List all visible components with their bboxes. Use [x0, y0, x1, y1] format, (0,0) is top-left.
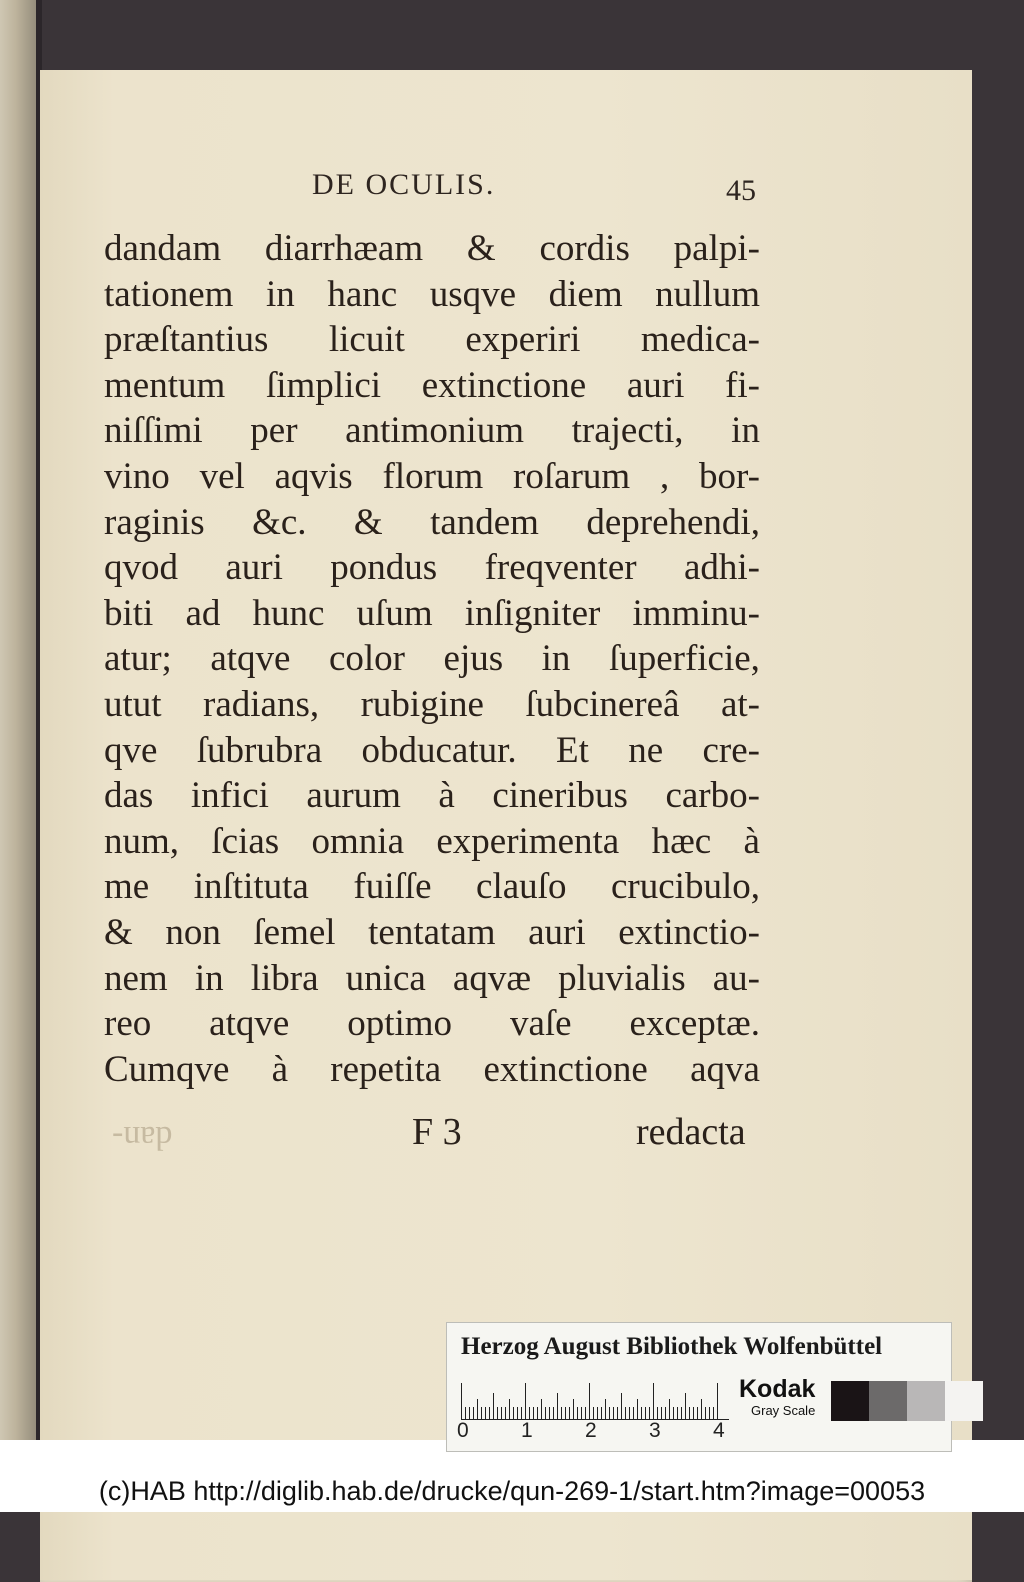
ruler-tick: [665, 1407, 666, 1419]
word: reo: [104, 1003, 152, 1045]
signature-mark: F 3: [412, 1111, 462, 1153]
word: antimonium: [345, 410, 524, 452]
ruler-labels: [457, 1419, 761, 1445]
ruler-tick: [629, 1407, 630, 1419]
word: hunc: [252, 592, 325, 634]
word: auri: [528, 911, 586, 953]
ruler-tick: [657, 1407, 658, 1419]
ruler-tick: [541, 1399, 542, 1419]
word: freqventer: [484, 547, 637, 589]
word: vaſe: [509, 1003, 572, 1045]
ruler-tick: [701, 1399, 702, 1419]
ruler-label: 0: [457, 1419, 469, 1442]
ruler-tick: [533, 1407, 534, 1419]
word: ſuperficie,: [608, 638, 760, 680]
text-line: [104, 363, 760, 409]
word: usqve: [429, 273, 517, 315]
word: niſſimi: [104, 410, 203, 452]
ruler-tick: [461, 1383, 462, 1419]
ruler-tick: [677, 1407, 678, 1419]
ruler-tick: [529, 1407, 530, 1419]
word: florum: [382, 455, 484, 497]
text-line: [104, 956, 760, 1002]
ruler-tick: [641, 1407, 642, 1419]
word: atur;: [104, 638, 172, 680]
ruler-tick: [653, 1383, 654, 1419]
ruler-tick: [509, 1399, 510, 1419]
text-line: [104, 454, 760, 500]
gray-patch: [907, 1381, 945, 1421]
word: mentum: [104, 364, 226, 406]
text-line: [104, 408, 760, 454]
word: extinctione: [421, 364, 587, 406]
word: Et: [555, 729, 589, 771]
word: hæc: [651, 820, 712, 862]
ruler-tick: [561, 1407, 562, 1419]
word: Cumqve: [104, 1048, 230, 1090]
word: infici: [190, 775, 269, 817]
word: num,: [104, 820, 180, 862]
word: medica-: [640, 319, 760, 361]
gray-patch: [945, 1381, 983, 1421]
word: at-: [720, 683, 760, 725]
text-line: [104, 1001, 760, 1047]
text-line: [104, 773, 760, 819]
ruler-tick: [633, 1407, 634, 1419]
word: ſubcinereâ: [525, 683, 680, 725]
word: pondus: [330, 547, 438, 589]
word: aqvæ: [452, 957, 532, 999]
text-line: [104, 545, 760, 591]
word: vino: [104, 455, 170, 497]
ruler-tick: [497, 1407, 498, 1419]
word: palpi-: [673, 228, 760, 269]
word: atqve: [209, 1003, 290, 1045]
kodak-logo: Kodak: [739, 1375, 816, 1403]
ruler-label: 4: [713, 1419, 725, 1442]
word: præſtantius: [104, 319, 269, 361]
word: tationem: [104, 273, 234, 315]
word: cordis: [539, 228, 630, 269]
word: ſemel: [253, 911, 336, 953]
ruler-tick: [569, 1407, 570, 1419]
ruler-tick: [597, 1407, 598, 1419]
word: in: [541, 638, 571, 680]
word: in: [194, 957, 224, 999]
ruler-tick: [573, 1399, 574, 1419]
ruler-tick: [465, 1407, 466, 1419]
word: raginis: [104, 501, 205, 543]
word: tandem: [430, 501, 539, 543]
word: au-: [712, 957, 760, 999]
ruler-tick: [589, 1383, 590, 1419]
ruler-tick: [621, 1393, 622, 1419]
word: repetita: [330, 1048, 442, 1090]
word: à: [271, 1048, 289, 1090]
library-color-card: [446, 1322, 952, 1452]
word: &: [466, 228, 496, 269]
catchword: redacta: [636, 1111, 746, 1153]
ruler-tick: [537, 1407, 538, 1419]
running-head: DE OCULIS.: [312, 168, 496, 201]
ruler-tick: [513, 1407, 514, 1419]
word: imminu-: [632, 592, 760, 634]
word: qvod: [104, 547, 178, 589]
ruler-tick: [525, 1383, 526, 1419]
gray-patch: [831, 1381, 869, 1421]
text-line: [104, 819, 760, 865]
word: nullum: [655, 273, 760, 315]
word: &: [104, 911, 133, 953]
word: utut: [104, 683, 162, 725]
ruler-tick: [581, 1407, 582, 1419]
ruler-label: 2: [585, 1419, 597, 1442]
book-spine: [0, 0, 40, 1440]
ruler-tick: [685, 1393, 686, 1419]
word: unica: [345, 957, 426, 999]
word: aurum: [306, 775, 401, 817]
text-line: [104, 272, 760, 318]
word: hanc: [327, 273, 398, 315]
ruler-tick: [577, 1407, 578, 1419]
word: cineribus: [492, 775, 628, 817]
word: rubigine: [360, 683, 484, 725]
word: nem: [104, 957, 168, 999]
word: ,: [659, 455, 670, 497]
word: in: [266, 273, 295, 315]
ruler-tick: [585, 1407, 586, 1419]
word: bor-: [699, 455, 760, 497]
library-name: Herzog August Bibliothek Wolfenbüttel: [461, 1333, 883, 1360]
word: dandam: [104, 228, 222, 269]
ruler-tick: [617, 1407, 618, 1419]
word: auri: [626, 364, 685, 406]
body-text: [104, 226, 760, 1092]
word: ejus: [443, 638, 504, 680]
word: omnia: [311, 820, 405, 862]
word: ſimplici: [265, 364, 382, 406]
word: tentatam: [368, 911, 496, 953]
ruler-tick: [669, 1399, 670, 1419]
text-line: [104, 682, 760, 728]
scale-ruler: [461, 1379, 729, 1420]
word: extinctione: [483, 1048, 648, 1090]
word: pluvialis: [558, 957, 686, 999]
word: diem: [548, 273, 623, 315]
text-line: [104, 910, 760, 956]
word: biti: [104, 592, 154, 634]
ruler-tick: [553, 1407, 554, 1419]
source-url: (c)HAB http://diglib.hab.de/drucke/qun-269-1/start.htm?image=00053: [98, 1476, 926, 1506]
ruler-tick: [713, 1407, 714, 1419]
word: ne: [628, 729, 664, 771]
text-line: [104, 226, 760, 272]
ruler-tick: [489, 1407, 490, 1419]
word: clauſo: [476, 866, 567, 908]
ruler-tick: [697, 1407, 698, 1419]
text-line: [104, 500, 760, 546]
word: aqvis: [274, 455, 353, 497]
word: deprehendi,: [586, 501, 760, 543]
word: &c.: [252, 501, 307, 543]
ruler-tick: [501, 1407, 502, 1419]
word: cre-: [702, 729, 760, 771]
gray-patch: [869, 1381, 907, 1421]
text-line: [104, 317, 760, 363]
ruler-tick: [625, 1407, 626, 1419]
word: extinctio-: [618, 911, 760, 953]
word: ſubrubra: [196, 729, 323, 771]
word: exceptæ.: [629, 1003, 760, 1045]
word: à: [438, 775, 455, 817]
word: fi-: [725, 364, 760, 406]
ruler-tick: [689, 1407, 690, 1419]
ruler-tick: [605, 1399, 606, 1419]
word: obducatur.: [361, 729, 517, 771]
ruler-tick: [549, 1407, 550, 1419]
text-line: [104, 728, 760, 774]
ruler-tick: [557, 1393, 558, 1419]
ruler-tick: [517, 1407, 518, 1419]
word: das: [104, 775, 154, 817]
page-number: 45: [726, 174, 756, 207]
ruler-tick: [613, 1407, 614, 1419]
word: fuiſſe: [353, 866, 432, 908]
ruler-tick: [649, 1407, 650, 1419]
ruler-tick: [717, 1383, 718, 1419]
word: carbo-: [665, 775, 760, 817]
word: aqva: [690, 1048, 760, 1090]
text-line: [104, 591, 760, 637]
ruler-tick: [681, 1407, 682, 1419]
ruler-tick: [485, 1407, 486, 1419]
word: radians,: [203, 683, 320, 725]
ruler-tick: [645, 1407, 646, 1419]
word: trajecti,: [571, 410, 684, 452]
word: auri: [225, 547, 283, 589]
ruler-tick: [601, 1407, 602, 1419]
ruler-tick: [693, 1407, 694, 1419]
word: inſigniter: [464, 592, 601, 634]
ruler-tick: [609, 1407, 610, 1419]
ruler-tick: [709, 1407, 710, 1419]
word: qve: [104, 729, 158, 771]
ruler-tick: [505, 1407, 506, 1419]
ruler-tick: [565, 1407, 566, 1419]
word: atqve: [210, 638, 291, 680]
word: &: [353, 501, 383, 543]
ruler-label: 3: [649, 1419, 661, 1442]
ruler-tick: [661, 1407, 662, 1419]
word: vel: [199, 455, 245, 497]
word: experimenta: [436, 820, 620, 862]
word: licuit: [328, 319, 405, 361]
ruler-tick: [493, 1393, 494, 1419]
ruler-tick: [705, 1407, 706, 1419]
ruler-tick: [477, 1399, 478, 1419]
bleed-through-text: dan-: [112, 1119, 173, 1156]
ruler-tick: [593, 1407, 594, 1419]
word: experiri: [465, 319, 581, 361]
word: crucibulo,: [611, 866, 760, 908]
word: diarrhæam: [264, 228, 424, 269]
word: ad: [185, 592, 221, 634]
ruler-tick: [469, 1407, 470, 1419]
word: inſtituta: [193, 866, 309, 908]
text-line: [104, 1047, 760, 1093]
ruler-tick: [481, 1407, 482, 1419]
text-line: [104, 864, 760, 910]
word: me: [104, 866, 150, 908]
word: à: [743, 820, 760, 862]
ruler-tick: [545, 1407, 546, 1419]
ruler-label: 1: [521, 1419, 533, 1442]
word: non: [165, 911, 221, 953]
ruler-tick: [473, 1407, 474, 1419]
word: libra: [250, 957, 319, 999]
gray-scale-label: Gray Scale: [751, 1403, 816, 1418]
word: color: [328, 638, 405, 680]
ruler-tick: [637, 1399, 638, 1419]
ruler-tick: [521, 1407, 522, 1419]
ruler-tick: [673, 1407, 674, 1419]
word: in: [731, 410, 760, 452]
word: adhi-: [683, 547, 760, 589]
word: uſum: [356, 592, 433, 634]
word: ſcias: [211, 820, 280, 862]
text-line: [104, 636, 760, 682]
word: roſarum: [513, 455, 631, 497]
word: optimo: [347, 1003, 453, 1045]
word: per: [250, 410, 298, 452]
